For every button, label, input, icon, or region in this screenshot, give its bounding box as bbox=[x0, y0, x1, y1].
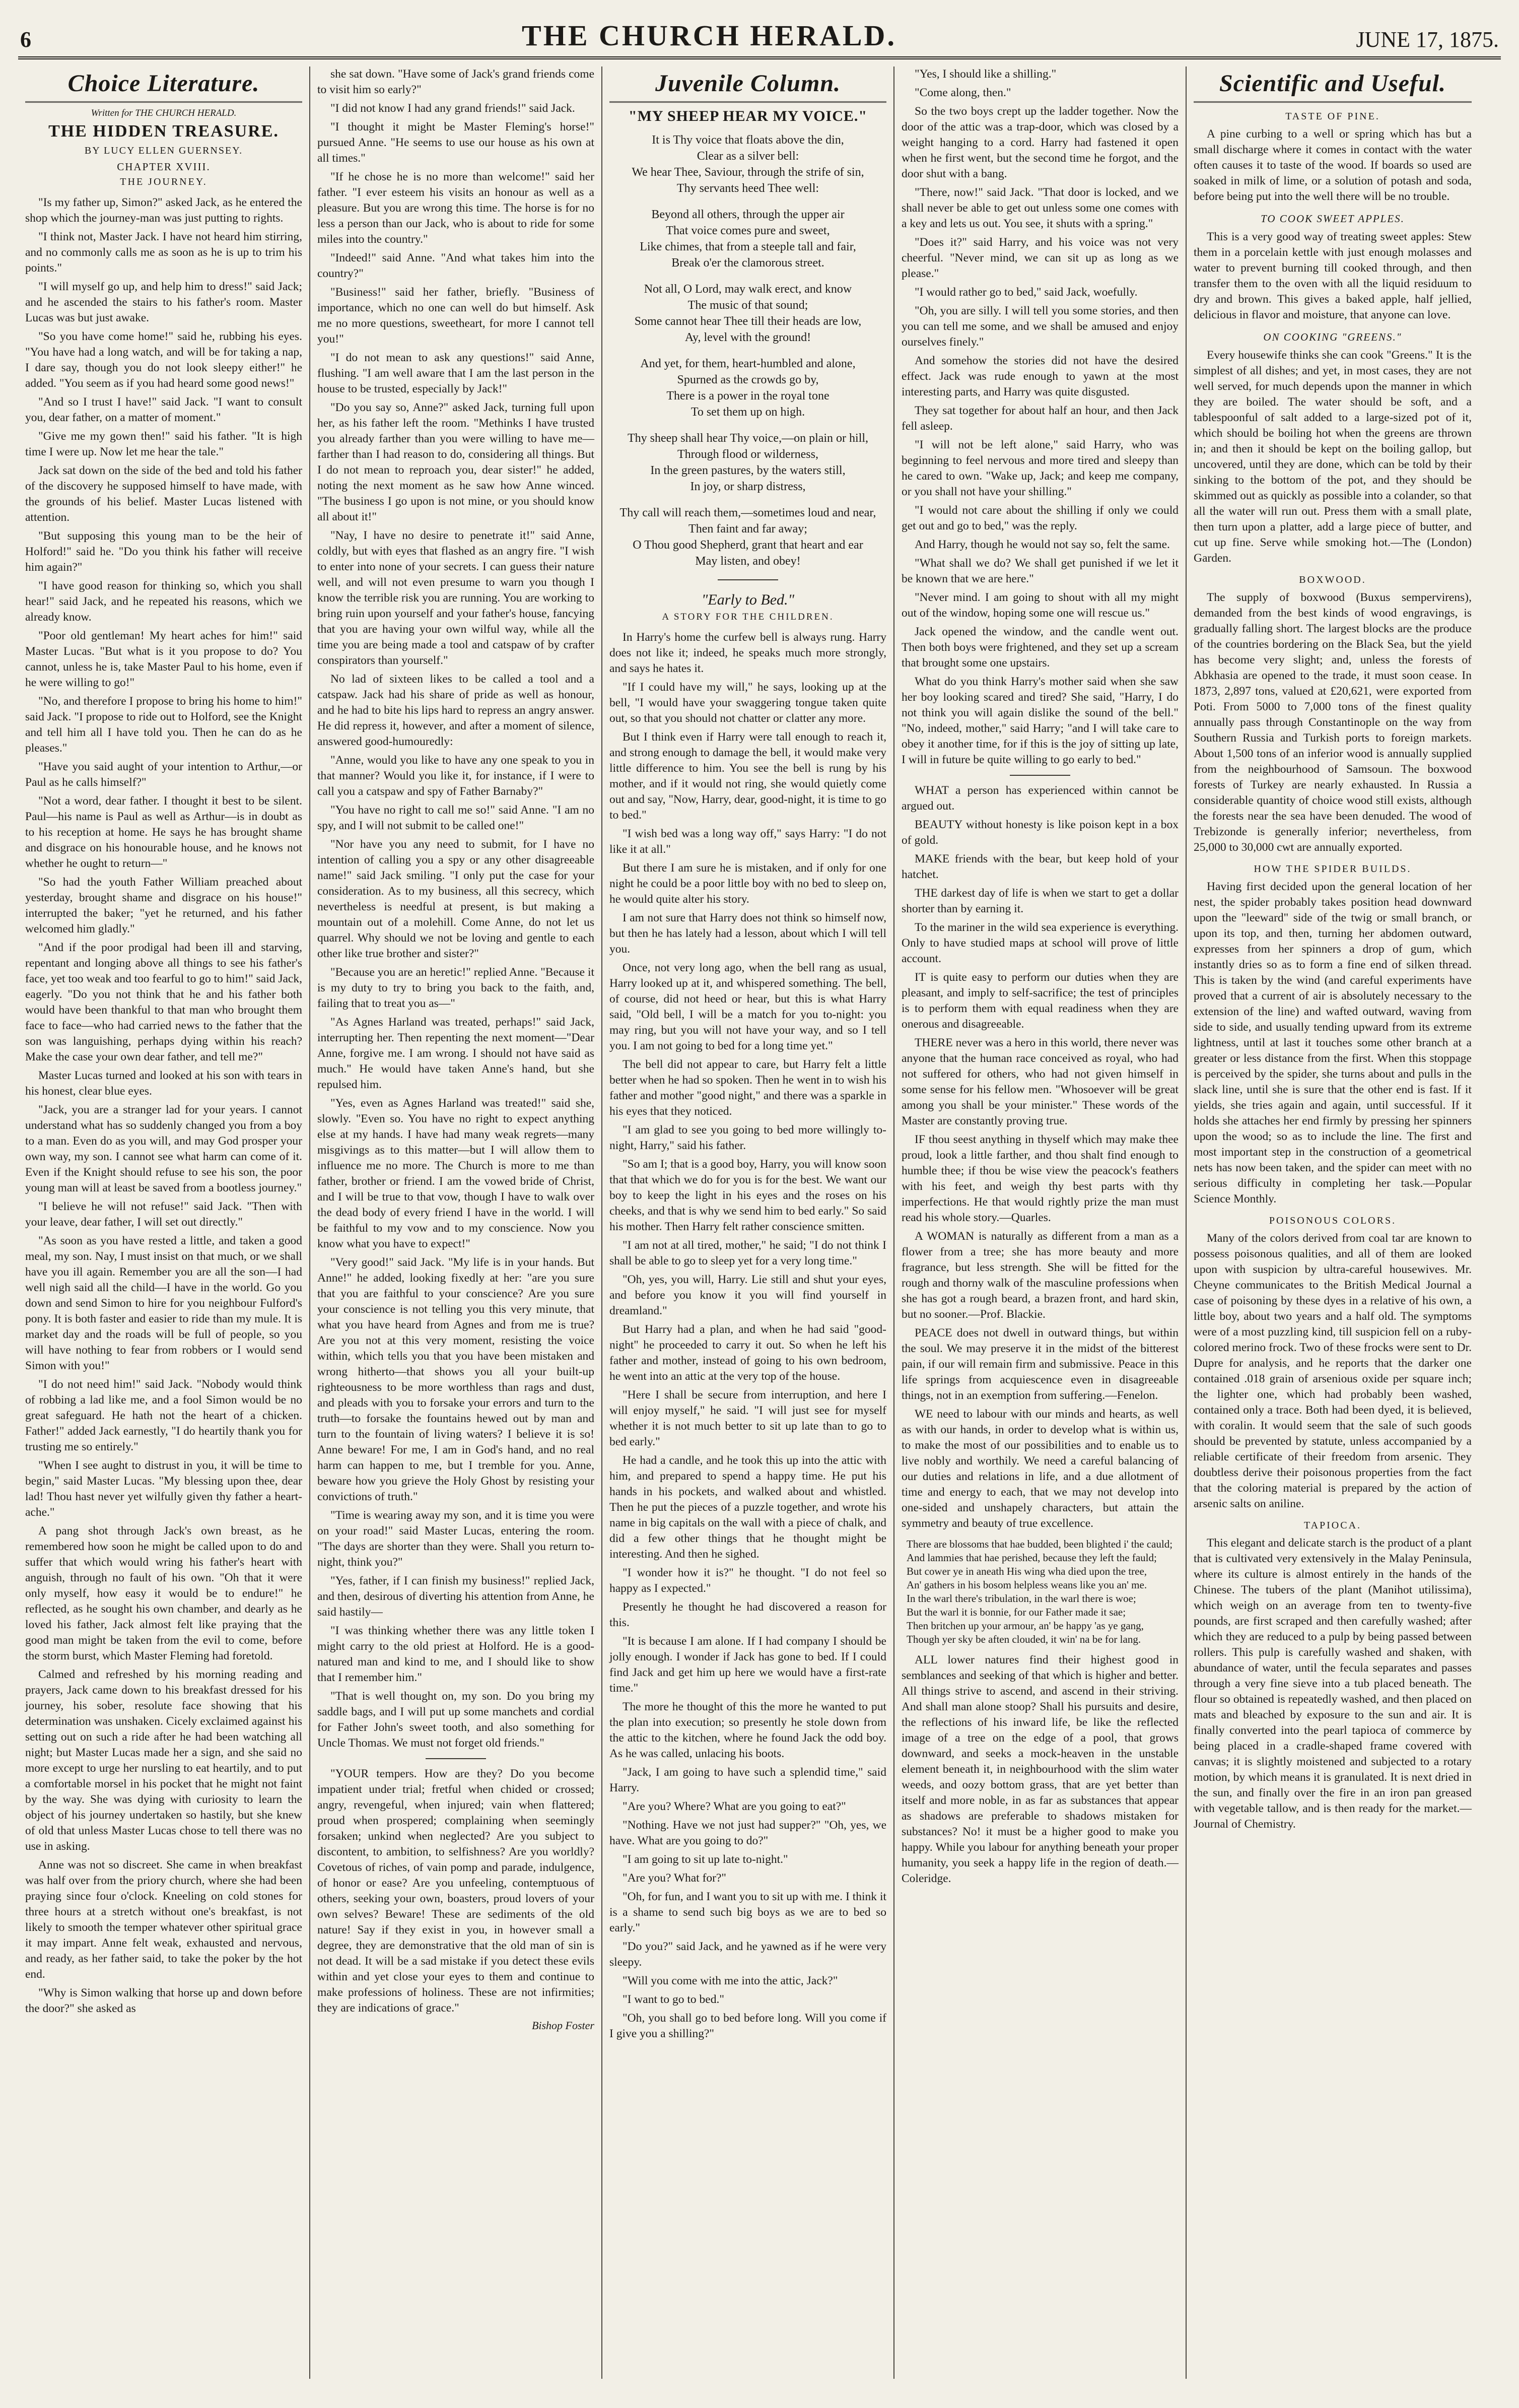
paragraph: "Are you? What for?" bbox=[623, 1871, 727, 1885]
chapter-title: THE JOURNEY. bbox=[120, 176, 208, 187]
scots-verse bbox=[902, 1537, 1179, 1646]
paragraph: "I wish bed was a long way off," says Harry: "I do not like it at all." bbox=[609, 827, 886, 856]
children-story-subtitle: A STORY FOR THE CHILDREN. bbox=[662, 612, 834, 622]
verse-line: And lammies that hae perished, because they left the fauld; bbox=[907, 1552, 1157, 1564]
short-item: WHAT a person has experienced within cannot be argued out. bbox=[902, 784, 1179, 813]
paragraph: "I am not at all tired, mother," he said; "I do not think I shall be able to go to sleep yet for a very long time." bbox=[609, 1239, 886, 1267]
paragraph: "That is well thought on, my son. Do you bring my saddle bags, and I will put up some manchets and cordial for Father John's sweet tooth, and also something for Uncle Thomas. We must not forget old friends." bbox=[317, 1690, 594, 1750]
stanza-gap bbox=[609, 495, 886, 505]
paragraph: Master Lucas turned and looked at his son with tears in his honest, clear blue eyes. bbox=[25, 1069, 302, 1098]
poem-line: And yet, for them, heart-humbled and alone, bbox=[640, 357, 856, 370]
short-items bbox=[902, 783, 1179, 1531]
paragraph: The bell did not appear to care, but Harry felt a little better when he had so spoken. Then he went in to wish his father and mother "good night," and there was a sparkle in his eyes that they noticed. bbox=[609, 1058, 886, 1118]
columns bbox=[18, 66, 1501, 2379]
paragraph: "I wonder how it is?" he thought. "I do not feel so happy as I expected." bbox=[609, 1566, 886, 1595]
short-item: IT is quite easy to perform our duties when they are pleasant, and imply to self-sacrifice; the test of principles is to perform them with equal readiness when they are onerous and disagreeable. bbox=[902, 971, 1179, 1031]
poem-line: Then faint and far away; bbox=[688, 522, 807, 536]
paragraph: "Because you are an heretic!" replied Anne. "Because it is my duty to try to bring you back to the faith, and, failing that to treat you as—" bbox=[317, 966, 595, 1010]
paragraph: "Nothing. Have we not just had supper?" "Oh, yes, we have. What are you going to do?" bbox=[609, 1819, 886, 1847]
short-item: IF thou seest anything in thyself which may make thee proud, look a little farther, and thou shalt find enough to humble thee; if thou be wise view the peacock's feathers with his feet, and weigh thy best parts with thy imperfections. He that would rightly prize the man must read his whole story.—Quarles. bbox=[902, 1133, 1179, 1224]
paragraph: "Give me my gown then!" said his father. "It is high time I were up. Now let me hear the tale." bbox=[25, 430, 302, 458]
paragraph: "Oh, for fun, and I want you to sit up with me. I think it is a shame to send such big boys as we are to bed so early." bbox=[609, 1890, 886, 1934]
paragraph: "Here I shall be secure from interruption, and here I will enjoy myself," he said. "I will just see for myself whether it is not much better to sit up late than to go to bed early." bbox=[609, 1388, 886, 1448]
paragraph: "Is my father up, Simon?" asked Jack, as he entered the shop which the journey-man was just putting to rights. bbox=[25, 196, 302, 225]
poem-line: Break o'er the clamorous street. bbox=[671, 256, 824, 270]
paragraph: "I would rather go to bed," said Jack, woefully. bbox=[915, 286, 1138, 299]
newspaper-page bbox=[18, 12, 1501, 2380]
tempers-article bbox=[317, 1766, 594, 2016]
paragraph: He had a candle, and he took this up into the attic with him, and prepared to spend a happy time. He put his hands in his pockets, and walked about and whistled. Then he put the pieces of a puzzle together, and wrote his name in big capitals on the wall with a piece of chalk, and did a few other things that he thought might be interesting. And then he sighed. bbox=[609, 1454, 886, 1561]
poem bbox=[609, 132, 886, 569]
article-heading: TO COOK SWEET APPLES. bbox=[1261, 213, 1405, 225]
poem-line: That voice comes pure and sweet, bbox=[666, 224, 830, 237]
poem-title: "MY SHEEP HEAR MY VOICE." bbox=[628, 108, 868, 124]
short-item: BEAUTY without honesty is like poison kept in a box of gold. bbox=[902, 818, 1179, 847]
paragraph: "Will you come with me into the attic, Jack?" bbox=[623, 1974, 838, 1987]
section-heading-juvenile-column: Juvenile Column. bbox=[609, 70, 886, 103]
poem-line: In the green pastures, by the waters still, bbox=[650, 464, 846, 477]
poem-line: To set them up on high. bbox=[691, 406, 805, 419]
story-body bbox=[25, 195, 302, 2017]
column-4 bbox=[894, 66, 1187, 2379]
paragraph: she sat down. "Have some of Jack's grand friends come to visit him so early?" bbox=[317, 68, 594, 96]
paragraph: "I will not be left alone," said Harry, who was beginning to feel nervous and more tired and sleepy than he cared to own. "Wake up, Jack; and keep me company, or you shall not have your shilling." bbox=[902, 438, 1179, 498]
verse-line: Though yer sky be aften clouded, it win' na be for lang. bbox=[907, 1633, 1141, 1645]
paragraph: Every housewife thinks she can cook "Greens." It is the simplest of all dishes; and yet, in most cases, they are not well served, for much depends upon the manner in which they are boiled. The water should be soft, and a tablespoonful of salt added to a large-sized pot of it, which should be boiling hot when the greens are thrown in; and then it should be kept on the boiling gallop, but uncovered, until they are done, which can be told by their sinking to the bottom of the pot, and they should be skimmed out as quickly as possible into a colander, so that all the water will run out. Press them with a small plate, then turn upon a platter, add a large piece of butter, and cut up fine. Serve while smoking hot.—The (London) Garden. bbox=[1194, 349, 1472, 565]
paragraph: "I am glad to see you going to bed more willingly to-night, Harry," said his father. bbox=[609, 1123, 886, 1152]
poem-line: Spurned as the crowds go by, bbox=[677, 373, 819, 386]
column-3 bbox=[602, 66, 894, 2379]
paragraph: "So you have come home!" said he, rubbing his eyes. "You have had a long watch, and will be for taking a nap, I dare say, though you do not look sleepy either!" he added. "You seem as if you had heard some good news!" bbox=[25, 330, 302, 390]
paragraph: But Harry had a plan, and when he had said "good-night" he proceeded to carry it out. So when he left his father and mother, instead of going to his own bedroom, he went into an attic at the very top of the house. bbox=[609, 1323, 886, 1383]
paragraph: The more he thought of this the more he wanted to put the plan into execution; so presently he stole down from the attic to the kitchen, where he found Jack the odd boy. As he was called, unlacing his boots. bbox=[609, 1700, 886, 1760]
paragraph: "Oh, you shall go to bed before long. Will you come if I give you a shilling?" bbox=[609, 2012, 886, 2040]
scientific-articles bbox=[1194, 111, 1472, 1832]
paragraph: They sat together for about half an hour, and then Jack fell asleep. bbox=[902, 404, 1179, 433]
paragraph: A pine curbing to a well or spring which has but a small discharge where it comes in contact with the water often causes it to taste of the wood. If boards so used are soaked in milk of lime, or a solution of potash and soda, before being put into the well there will be no trouble. bbox=[1194, 127, 1472, 203]
paragraph: "Come along, then." bbox=[915, 86, 1011, 99]
poem-line: It is Thy voice that floats above the din, bbox=[652, 133, 844, 147]
short-item: A WOMAN is naturally as different from a man as a flower from a tree; she has more beauty and more fragrance, but less strength. She will be fitted for the rough and thorny walk of the masculine professions when she has got a rough beard, a brazen front, and hard skin, but no sooner.—Prof. Blackie. bbox=[902, 1230, 1179, 1321]
poem-line: Ay, level with the ground! bbox=[684, 331, 811, 344]
poem-line: O Thou good Shepherd, grant that heart and ear bbox=[633, 539, 863, 552]
short-item: THERE never was a hero in this world, there never was anyone that the human race conceived as royal, who had not suffered for others, who had not given himself in some sense for his fellow men. "Whosoever will be great among you shall be your minister." These words of the Master are constantly proving true. bbox=[902, 1036, 1179, 1127]
paragraph: This is a very good way of treating sweet apples: Stew them in a porcelain kettle with just enough molasses and water to prevent burning till cooked through, and then transfer them to the oven with all the liquid residuum to dry and brown. This gives a baked apple, half jellied, delicious in flavor and moisture, that anyone can love. bbox=[1194, 230, 1472, 321]
paragraph: "I thought it might be Master Fleming's horse!" pursued Anne. "He seems to use our house as his own at all times." bbox=[317, 120, 594, 165]
divider bbox=[718, 579, 778, 580]
verse-line: Then britchen up your armour, an' be happy 'as ye gang, bbox=[907, 1620, 1144, 1632]
paragraph: "But supposing this young man to be the heir of Holford!" said he. "Do you think his father will receive him again?" bbox=[25, 529, 302, 574]
poem-line: The music of that sound; bbox=[687, 299, 808, 312]
paragraph: "Oh, you are silly. I will tell you some stories, and then you can tell me some, and we shall be amused and enjoy ourselves finely." bbox=[902, 304, 1179, 349]
paragraph: "I would not care about the shilling if only we could get out and go to bed," was the reply. bbox=[902, 504, 1179, 532]
paragraph: "As soon as you have rested a little, and taken a good meal, my son. Nay, I must insist on that much, or we shall have you ill again. Remember you are all the son—I had well nigh said all the child—I have in the world. Go you down and send Simon to hire for you neighbour Fulford's pony. It is both faster and easier to ride than my mule. It is market day and the roads will be full of people, so you will have nothing to fear from robbers or I would send Simon with you!" bbox=[25, 1234, 302, 1372]
paragraph: "Time is wearing away my son, and it is time you were on your road!" said Master Lucas, entering the room. "The days are shorter than they were. Shall you return to-night, think you?" bbox=[317, 1509, 594, 1569]
verse-line: But the warl it is bonnie, for our Father made it sae; bbox=[907, 1606, 1126, 1618]
article-heading: POISONOUS COLORS. bbox=[1269, 1215, 1397, 1226]
article-heading: HOW THE SPIDER BUILDS. bbox=[1254, 863, 1412, 875]
stanza-gap bbox=[609, 196, 886, 207]
paragraph: Jack opened the window, and the candle went out. Then both boys were frightened, and they set up a scream that brought some one upstairs. bbox=[902, 625, 1179, 670]
article-heading: TAPIOCA. bbox=[1303, 1520, 1362, 1531]
verse-line: In the warl there's tribulation, in the warl there is woe; bbox=[907, 1592, 1136, 1604]
paragraph: "If I could have my will," he says, looking up at the bell, "I would have your swaggering tongue taken quite out, so that you should not chatter or clatter any more. bbox=[609, 681, 886, 725]
poem-line: Thy servants heed Thee well: bbox=[676, 182, 819, 195]
poem-line: We hear Thee, Saviour, through the strife of sin, bbox=[632, 166, 864, 179]
paragraph: "Jack, you are a stranger lad for your years. I cannot understand what has so suddenly changed you from a boy to a man. Even do as you will, and may God prosper your own way, my son. I cannot see what harm can come of it. Even if the Knight should refuse to see his son, the poor young man will at least be saved from a bootless journey." bbox=[25, 1103, 302, 1194]
short-item: THE darkest day of life is when we start to get a dollar shorter than by earning it. bbox=[902, 887, 1179, 915]
paragraph: Many of the colors derived from coal tar are known to possess poisonous qualities, and all of them are looked upon with suspicion by ultra-careful housewives. Mr. Cheyne communicates to the British Medical Journal a case of poisoning by these dyes in a relative of his own, a little boy, about two years and a half old. The symptoms were of a most puzzling kind, till suspicion fell on a ruby-colored merino frock. Two of these frocks were sent to Dr. Dupre for analysis, and he reports that the darker one contained .018 grain of arsenious oxide per square inch; the lighter one, which had probably been washed, contained only a trace. Both had been dyed, it is believed, with coralin. It would seem that the sale of such goods should be prevented by statute, unless accompanied by a reliable certificate of their freedom from arsenic. They doubtless derive their poisonous properties from the fact that the coloring material is prepared by the action of arsenic salts on aniline. bbox=[1194, 1232, 1472, 1510]
paragraph: Presently he thought he had discovered a reason for this. bbox=[609, 1600, 886, 1629]
written-for-line: Written for THE CHURCH HERALD. bbox=[91, 108, 237, 118]
paragraph: "Do you say so, Anne?" asked Jack, turning full upon her, as his father left the room. "Methinks I have trusted you already farther than you were willing to have me—farther than I had reason to do, considering all things. But I do not mean to reproach you, dear sister!" he added, noting the next moment as he saw how Anne winced. "The business I go upon is not mine, or you should know all about it!" bbox=[317, 401, 594, 523]
paragraph: "Are you? Where? What are you going to eat?" bbox=[623, 1800, 846, 1813]
short-item: MAKE friends with the bear, but keep hold of your hatchet. bbox=[902, 852, 1179, 881]
paragraph: "You have no right to call me so!" said Anne. "I am no spy, and I will not submit to be called one!" bbox=[317, 804, 594, 832]
paragraph: "I did not know I had any grand friends!" said Jack. bbox=[330, 102, 575, 115]
paragraph: In Harry's home the curfew bell is always rung. Harry does not like it; indeed, he speaks much more strongly, and says he hates it. bbox=[609, 631, 886, 675]
article-heading: BOXWOOD. bbox=[1299, 574, 1366, 585]
paragraph: "There, now!" said Jack. "That door is locked, and we shall never be able to get out unless some one comes with a key and lets us out. You see, it shuts with a spring." bbox=[902, 186, 1179, 230]
poem-line: Not all, O Lord, may walk erect, and know bbox=[644, 283, 852, 296]
newspaper-title: THE CHURCH HERALD. bbox=[522, 19, 896, 52]
poem-line: Thy sheep shall hear Thy voice,—on plain or hill, bbox=[627, 432, 869, 445]
paragraph: "I believe he will not refuse!" said Jack. "Then with your leave, dear father, I will set out directly." bbox=[25, 1200, 302, 1229]
verse-line: There are blossoms that hae budded, been blighted i' the cauld; bbox=[907, 1538, 1173, 1550]
article-attribution: Bishop Foster bbox=[531, 2019, 594, 2032]
column-5 bbox=[1187, 66, 1479, 2379]
poem-line: There is a power in the royal tone bbox=[666, 389, 830, 403]
paragraph: This elegant and delicate starch is the product of a plant that is cultivated very extensively in the Malay Peninsula, where its culture is almost entirely in the hands of the Chinese. The tubers of the plant (Manihot utilissima), which weigh on an average from ten to twenty-five pounds, are first scraped and then carefully washed; after which they are reduced to a pulp by being passed between rollers. This pulp is carefully washed and shaken, with abundance of water, until the fecula separates and passes through a very fine sieve into a tub placed beneath. The flour so obtained is repeatedly washed, and then placed on mats and bleached by exposure to the sun and air. It is finally converted into the pearl tapioca of commerce by being placed in a cradle-shaped frame covered with canvas; it is slightly moistened and subjected to a rotary motion, by which means it is granulated. It is next dried in the sun, and finally over the fire in an iron pan greased with vegetable tallow, and is then ready for the market.—Journal of Chemistry. bbox=[1194, 1536, 1472, 1831]
children-story-body bbox=[609, 630, 886, 2042]
poem-line: Beyond all others, through the upper air bbox=[651, 208, 845, 221]
masthead bbox=[18, 12, 1501, 59]
paragraph: But there I am sure he is mistaken, and if only for one night he could be a poor little boy with no bed to sleep on, he would quite alter his story. bbox=[609, 861, 886, 906]
column-1 bbox=[18, 66, 310, 2379]
poem-line: May listen, and obey! bbox=[695, 555, 801, 568]
chapter-number: CHAPTER XVIII. bbox=[117, 161, 211, 173]
paragraph: Once, not very long ago, when the bell rang as usual, Harry looked up at it, and whispered something. The bell, of course, did not heed or hear, but this is what Harry said, "Old bell, I will be a match for you to-night: you may ring, but you will not have your way, and so I tell you. I am not going to bed for a long time yet." bbox=[609, 961, 886, 1052]
paragraph: "Oh, yes, you will, Harry. Lie still and shut your eyes, and before you know it you will find yourself in dreamland." bbox=[609, 1273, 886, 1317]
paragraph: "YOUR tempers. How are they? Do you become impatient under trial; fretful when chided or crossed; angry, revengeful, when injured; vain when flattered; proud when prospered; complaining when seemingly forsaken; unkind when neglected? Are you subject to discontent, to ambition, to selfishness? Are you worldly? Covetous of riches, of vain pomp and parade, indulgence, of honor or ease? Are you unfeeling, contemptuous of others, seeking your own, boasters, proud lovers of your own selves? Beware! These are sediments of the old nature! Say if they exist in you, in however small a degree, they are demonstrative that the old man of sin is not dead. It will be a sad mistake if you detect these evils within and yet close your eyes to them and continue to make professions of holiness. These are not infirmities; they are indications of grace." bbox=[317, 1767, 594, 2015]
story-author: BY LUCY ELLEN GUERNSEY. bbox=[84, 145, 243, 156]
coleridge-paragraph: ALL lower natures find their highest good in semblances and seeking of that which is higher and better. All things strive to ascend, and ascend in their striving. And shall man alone stoop? Shall his pursuits and desire, the reflections of his inward life, be like the reflected image of a tree on the edge of a pool, that grows downward, and seeks a mock-heaven in the unstable element beneath it, in neighbourhood with the slim water weeds, and oozy bottom grass, that are yet better than itself and more noble, in as far as substances that appear as shadows are preferable to shadows mistaken for substances? No! it must be a higher good to make you happy. While you labour for anything beneath your proper humanity, you seek a happy life in the region of death.—Coleridge. bbox=[902, 1653, 1179, 1885]
paragraph: "Yes, father, if I can finish my business!" replied Jack, and then, desirous of diverting his attention from Anne, he said hastily— bbox=[317, 1574, 594, 1619]
paragraph: "If he chose he is no more than welcome!" said her father. "I ever esteem his visits an honour as well as a pleasure. But you are wrong this time. The horse is for no less a person than our Jack, who is about to ride for some miles into the country." bbox=[317, 170, 594, 246]
story-continuation bbox=[317, 66, 594, 1751]
paragraph: "So had the youth Father William preached about yesterday, brought shame and disgrace on his house!" interrupted the baker; "yet he returned, and his father welcomed him gladly." bbox=[25, 876, 302, 935]
poem-line: Some cannot hear Thee till their heads are low, bbox=[634, 315, 862, 328]
paragraph: Calmed and refreshed by his morning reading and prayers, Jack came down to his breakfast dressed for his journey, his sober, resolute face showing that his determination was unshaken. Cicely exclaimed against his setting out on such a ride after he had been watching all night; but Master Lucas made her a sign, and she said no more except to urge her nursling to eat heartily, and to put a comfortable morsel in his pocket that he might not faint by the way. She was dying with curiosity to learn the object of his journey undertaken so hastily, but she knew of old that unless Master Lucas chose to tell there was no use in asking. bbox=[25, 1668, 302, 1853]
paragraph: Anne was not so discreet. She came in when breakfast was half over from the priory church, where she had been praying since four o'clock. Kneeling on cold stones for three hours at a stretch without one's breakfast, is not likely to smooth the temper whatever other spiritual grace it may impart. Anne felt weak, exhausted and nervous, and ready, as her father said, to take the poker by the hot end. bbox=[25, 1858, 302, 1981]
paragraph: Jack sat down on the side of the bed and told his father of the discovery he supposed himself to have made, with the grounds of his belief. Master Lucas listened with attention. bbox=[25, 464, 302, 524]
paragraph: "And so I trust I have!" said Jack. "I want to consult you, dear father, on a matter of moment." bbox=[25, 395, 302, 424]
paragraph: "So am I; that is a good boy, Harry, you will know soon that that which we do for you is for the best. We want our boy to keep the light in his eyes and the roses on his cheeks, and that is why we send him to bed early." So said his mother. Then Harry felt rather conscience smitten. bbox=[609, 1158, 886, 1233]
children-story-title: "Early to Bed." bbox=[701, 591, 795, 608]
paragraph: "When I see aught to distrust in you, it will be time to begin," said Master Lucas. "My blessing upon thee, dear lad! Thou hast never yet wilfully given thy father a heart-ache." bbox=[25, 1459, 302, 1519]
paragraph: "As Agnes Harland was treated, perhaps!" said Jack, interrupting her. Then repenting the next moment—"Dear Anne, forgive me. I am wrong. I should not have said as much." He would have taken Anne's hand, but she repulsed him. bbox=[317, 1016, 594, 1091]
paragraph: I am not sure that Harry does not think so himself now, but then he has lately had a lesson, about which I will tell you. bbox=[609, 911, 886, 956]
paragraph: Having first decided upon the general location of her nest, the spider probably takes position head downward upon the "leeward" side of the twig or small branch, or upon its top, and then, turning her abdomen outward, expresses from her spinners a drop of gum, which instantly dries so as to form a fine end of silken thread. This is taken by the wind (and careful experiments have proved that a current of air is absolutely necessary to the extension of the line) and wafted outward, waving from side to side, and usually tending upward from its extreme lightness, until at last it touches some other branch at a greater or less distance from the first. When this stoppage is perceived by the spider, she turns about and pulls in the slack line, until she is sure that the other end is fast. If it yields, she tries again and again, until successful. If it holds she attaches her end firmly by pressing her spinners upon the wood; so as to include the line. The first and most important step in the construction of a geometrical nets has now been taken, and the spider can meet with no serious difficulty in completing her task.—Popular Science Monthly. bbox=[1194, 880, 1472, 1206]
paragraph: "Nay, I have no desire to penetrate it!" said Anne, coldly, but with eyes that flashed as an angry fire. "I wish to enter into none of your secrets. I can guess their nature well, and will not even presume to warn you though I know the terrible risk you are running. You are working to bring ruin upon yourself and your father's house, fancying that you are having your own wilful way, while all the time you are being made a tool and catspaw of by crafter conspirators than yourself." bbox=[317, 529, 594, 667]
poem-line: Like chimes, that from a steeple tall and fair, bbox=[640, 240, 856, 253]
paragraph: "Indeed!" said Anne. "And what takes him into the country?" bbox=[317, 251, 594, 280]
column-2 bbox=[310, 66, 602, 2379]
verse-line: An' gathers in his bosom helpless weans like you an' me. bbox=[907, 1579, 1147, 1591]
divider bbox=[426, 1758, 486, 1759]
paragraph: And somehow the stories did not have the desired effect. Jack was rude enough to yawn at the most interesting parts, and Harry was quite disgusted. bbox=[902, 354, 1179, 398]
article-heading: TASTE OF PINE. bbox=[1285, 111, 1380, 122]
paragraph: "It is because I am alone. If I had company I should be jolly enough. I wonder if Jack has gone to bed. If I could find Jack and get him up here we would have a first-rate time." bbox=[609, 1635, 886, 1695]
article-heading: ON COOKING "GREENS." bbox=[1263, 331, 1402, 343]
paragraph: And Harry, though he would not say so, felt the same. bbox=[915, 538, 1170, 551]
paragraph: "Have you said aught of your intention to Arthur,—or Paul as he calls himself?" bbox=[25, 760, 302, 789]
verse-line: But cower ye in aneath His wing wha died upon the tree, bbox=[907, 1565, 1147, 1577]
short-item: To the mariner in the wild sea experience is everything. Only to have studied maps at school will prove of little account. bbox=[902, 921, 1179, 965]
poem-line: Clear as a silver bell: bbox=[697, 150, 799, 163]
paragraph: "And if the poor prodigal had been ill and starving, repentant and longing above all things to see his father's face, yet too weak and too fearful to go to him!" said Jack, eagerly. "Do you not think that he and his father both would have been thankful to that man who brought them face to face—who had carried news to the father that the son was languishing, perhaps dying within his reach? Make the case your own dear father, and tell me?" bbox=[25, 941, 302, 1063]
paragraph: "Never mind. I am going to shout with all my might out of the window, hoping some one will rescue us." bbox=[902, 591, 1179, 620]
paragraph: The supply of boxwood (Buxus sempervirens), demanded from the best kinds of wood engravings, is gradually falling short. The largest blocks are the produce of the countries bordering on the Black Sea, but the yield has become very slight; and, unless the forests of Abkhasia are opened to the trade, it must soon cease. In 1873, 2,897 tons, valued at £20,621, were exported from Poti. From 5000 to 7,000 tons of the finest quality annually pass through Constantinople on the way from Southern Russia and Turkish ports to foreign markets. About 1,500 tons of an inferior wood is annually supplied from the neighbourhood of Samsoun. The boxwood forests of Turkey are nearly exhausted. In Russia a considerable quantity of choice wood still exists, although the forests near the sea have been denuded. The wood of Trebizonde is generally inferior; nevertheless, from 25,000 to 30,000 cwt are annually exported. bbox=[1194, 591, 1472, 854]
paragraph: "Yes, I should like a shilling." bbox=[915, 68, 1057, 81]
short-item: WE need to labour with our minds and hearts, as well as with our hands, in order to develop what is within us, to make the most of our possibilities and to enable us to live nobly and worthily. We need a careful balancing of our duties and relations in life, and a due allotment of time and energy to each, that we may not develop into one-sided and unshapely characters, but attain the symmetry and beauty of true excellence. bbox=[902, 1408, 1179, 1530]
stanza-gap bbox=[609, 420, 886, 430]
paragraph: "Anne, would you like to have any one speak to you in that manner? Would you like it, for instance, if I were to call you a catspaw and spy of Father Barnaby?" bbox=[317, 754, 594, 798]
paragraph: "Not a word, dear father. I thought it best to be silent. Paul—his name is Paul as well as Arthur—is in doubt as to his reception at home. He says he has brought shame and disgrace on his honourable house, and he knows not whether he ought to return—" bbox=[25, 794, 302, 870]
paragraph: But I think even if Harry were tall enough to reach it, and strong enough to damage the bell, it would make very little difference to him. You see the bell is rung by his mother, and if it would not ring, she would quietly come out and say, "Now, Harry, dear, good-night, it is time to go to bed." bbox=[609, 730, 886, 822]
poem-line: Through flood or wilderness, bbox=[677, 448, 818, 461]
stanza-gap bbox=[609, 346, 886, 356]
paragraph: "Poor old gentleman! My heart aches for him!" said Master Lucas. "But what is it you propose to do? You cannot, unless he is, take Master Paul to his home, even if he were willing to go!" bbox=[25, 629, 302, 689]
poem-line: Thy call will reach them,—sometimes loud and near, bbox=[619, 506, 876, 519]
paragraph: "I do not mean to ask any questions!" said Anne, flushing. "I am well aware that I am the last person in the house to be trusted, especially by Jack!" bbox=[317, 351, 594, 395]
paragraph: "I was thinking whether there was any little token I might carry to the old priest at Holford. He is a good-natured man and kind to me, and I should like to show that I remember him." bbox=[317, 1624, 594, 1684]
paragraph: "Nor have you any need to submit, for I have no intention of calling you a spy or any other disagreeable name!" said Jack smiling. "I only put the case for your consideration. As to my business, all this secrecy, which nevertheless is needful at present, is but making a mountain out of a molehill. Come Anne, do not let us quarrel. Why should we not be loving and gentle to each other like true brother and sister?" bbox=[317, 838, 594, 960]
paragraph: "I do not need him!" said Jack. "Nobody would think of robbing a lad like me, and a fool Simon would be no great safeguard. He hath not the heart of a chicken. Father!" added Jack earnestly, "I do heartily thank you for trusting me so entirely." bbox=[25, 1378, 302, 1453]
paragraph: "Why is Simon walking that horse up and down before the door?" she asked as bbox=[25, 1986, 302, 2015]
paragraph: "Business!" said her father, briefly. "Business of importance, which no one can well do but himself. Ask me no more questions, sweetheart, for more I cannot tell you!" bbox=[317, 286, 594, 346]
paragraph: "Yes, even as Agnes Harland was treated!" said she, slowly. "Even so. You have no right to expect anything else at my hands. I have had many weak regrets—many misgivings as to this matter—but I will allow them to influence me no more. The Church is more to me than father, brother or friend. I am the vowed bride of Christ, and I will be true to that vow, though I have to walk over the dead body of every friend I have in the world. I will be faithful to my vow and to my conscience. Now you know what you have to expect!" bbox=[317, 1097, 594, 1250]
paragraph: "No, and therefore I propose to bring his home to him!" said Jack. "I propose to ride out to Holford, see the Knight and tell him all I have told you. Then he can do as he pleases." bbox=[25, 695, 302, 755]
paragraph: "I will myself go up, and help him to dress!" said Jack; and he ascended the stairs to his father's room. Master Lucas was but just awake. bbox=[25, 280, 302, 324]
paragraph: So the two boys crept up the ladder together. Now the door of the attic was a trap-door, which was closed by a weight hanging to a cord. Harry had fastened it open when he first went, but the second time he forgot, and the door shut with a bang. bbox=[902, 105, 1179, 180]
paragraph: What do you think Harry's mother said when she saw her boy looking scared and tired? She said, "Harry, I do not think you will again dislike the sound of the bell." "No, indeed, mother," said Harry; "and I will take care to obey it another time, for if this is the joy of sitting up late, I will in future be quite willing to go early to bed." bbox=[902, 675, 1179, 766]
stanza-gap bbox=[609, 271, 886, 281]
section-heading-scientific-useful: Scientific and Useful. bbox=[1194, 70, 1472, 103]
section-heading-choice-literature: Choice Literature. bbox=[25, 70, 302, 103]
paragraph: "Do you?" said Jack, and he yawned as if he were very sleepy. bbox=[609, 1940, 886, 1969]
divider bbox=[1010, 775, 1070, 776]
story-title: THE HIDDEN TREASURE. bbox=[48, 122, 279, 141]
poem-line: In joy, or sharp distress, bbox=[690, 480, 806, 493]
issue-date: JUNE 17, 1875. bbox=[1356, 27, 1499, 52]
paragraph: A pang shot through Jack's own breast, as he remembered how soon he might be called upon to do and suffer that which would wring his father's heart with anguish, through no fault of his own. "Oh that it were only myself, how easy it would be to endure!" he reflected, as he sought his own chamber, and dearly as he loved his father, Jack almost felt like praying that the good man might be taken from the evil to come, before the storm burst, which Master Fleming had foretold. bbox=[25, 1524, 302, 1662]
page-number: 6 bbox=[20, 27, 31, 52]
paragraph: "Jack, I am going to have such a splendid time," said Harry. bbox=[609, 1766, 886, 1794]
paragraph: "I think not, Master Jack. I have not heard him stirring, and no commonly calls me as soon as he is up to trim his points." bbox=[25, 230, 302, 275]
paragraph: "I want to go to bed." bbox=[623, 1993, 724, 2006]
short-item: PEACE does not dwell in outward things, but within the soul. We may preserve it in the midst of the bitterest pain, if our will remain firm and submissive. Peace in this life springs from acquiescence even in disagreeable things, not in an exemption from suffering.—Fenelon. bbox=[902, 1326, 1179, 1402]
paragraph: "Very good!" said Jack. "My life is in your hands. But Anne!" he added, looking fixedly at her: "are you sure that you are faithful to your conscience? Are you sure your conscience is not telling you this very minute, that what you have heard from Agnes and from me is true? Are you not at this very moment, resisting the voice within, which tells you that you have been mistaken and wrong hitherto—that shows you all your built-up righteousness to be more worthless than rags and dust, and pleads with you to forsake your errors and turn to the truth—to forsake the fountains hewed out by man and turn to the fountain of living waters? I believe it is so! Anne beware! For me, I am in God's hand, and no real harm can happen to me, but I tremble for you. Anne, beware how you grieve the Holy Ghost by resisting your convictions of truth." bbox=[317, 1256, 594, 1503]
paragraph: "I am going to sit up late to-night." bbox=[623, 1853, 788, 1866]
children-story-continuation bbox=[902, 66, 1179, 768]
paragraph: "What shall we do? We shall get punished if we let it be known that we are here." bbox=[902, 557, 1179, 585]
paragraph: "I have good reason for thinking so, which you shall hear!" said Jack, and he repeated his reasons, which we already know. bbox=[25, 579, 302, 624]
paragraph: No lad of sixteen likes to be called a tool and a catspaw. Jack had his share of pride as well as honour, and he had to bite his lips hard to repress an angry answer. He did repress it, however, and after a moment of silence, answered good-humouredly: bbox=[317, 673, 594, 748]
paragraph: "Does it?" said Harry, and his voice was not very cheerful. "Never mind, we can sit up as long as we please." bbox=[902, 236, 1179, 280]
